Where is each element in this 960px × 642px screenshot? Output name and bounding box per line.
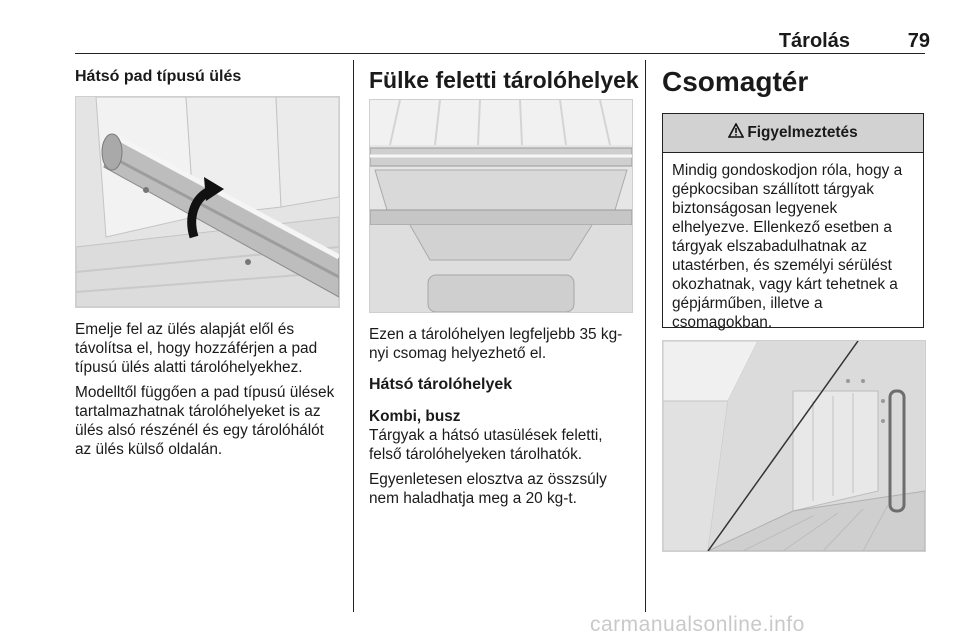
middle-paragraph-1: Ezen a tárolóhelyen legfeljebb 35 kg-nyi csomag helyezhető el. <box>369 326 623 362</box>
column-divider-1 <box>353 60 354 612</box>
section-heading-bench-seat: Hátsó pad típusú ülés <box>75 68 242 85</box>
page-number: 79 <box>907 30 930 52</box>
left-paragraph-1: Emelje fel az ülés alapját elől és távolítsa el, hogy hozzáférjen a pad típusú ülés alatti tárolóhelyekhez. <box>75 321 318 376</box>
middle-column-heading <box>369 66 639 94</box>
left-text-block <box>75 320 343 465</box>
left-column <box>75 67 340 87</box>
cargo-area-illustration <box>662 340 926 552</box>
column-divider-2 <box>645 60 646 612</box>
watermark: carmanualsonline.info <box>590 613 805 636</box>
subheading-rear-storage: Hátsó tárolóhelyek <box>369 376 513 393</box>
warning-text: Mindig gondoskodjon róla, hogy a gépkocsiban szállított tárgyak biztonságosan legyenek elhelyezve. Ellenkező esetben a tárgyak elszabadulhatnak az utastérben, és személyi sérülést okozhatnak, vagy kárt tehetnek a gépjárműben, illetve a csomagokban. <box>672 162 903 331</box>
warning-title: Figyelmeztetés <box>747 124 858 141</box>
middle-paragraph-3: Egyenletesen elosztva az összsúly nem haladhatja meg a 20 kg-t. <box>369 471 607 507</box>
overhead-storage-illustration <box>369 99 633 313</box>
running-header-title: Tárolás <box>778 30 850 52</box>
middle-paragraph-2: Tárgyak a hátsó utasülések feletti, felső tárolóhelyeken tárolhatók. <box>369 427 603 463</box>
middle-text-block <box>369 325 639 514</box>
right-column-heading <box>662 66 924 98</box>
warning-box <box>662 113 924 331</box>
header-rule <box>75 53 925 54</box>
bench-seat-illustration <box>75 96 340 308</box>
section-heading-cargo-area: Csomagtér <box>662 66 809 97</box>
section-heading-overhead-storage: Fülke feletti tárolóhelyek <box>369 67 639 93</box>
left-paragraph-2: Modelltől függően a pad típusú ülések tartalmazhatnak tárolóhelyeket is az ülés alsó részénél és egy tárolóhálót az ülés külső oldalán. <box>75 384 335 458</box>
warning-triangle-icon <box>728 123 744 143</box>
subsubheading-kombi-bus: Kombi, busz <box>369 408 461 425</box>
warning-header <box>663 114 923 153</box>
